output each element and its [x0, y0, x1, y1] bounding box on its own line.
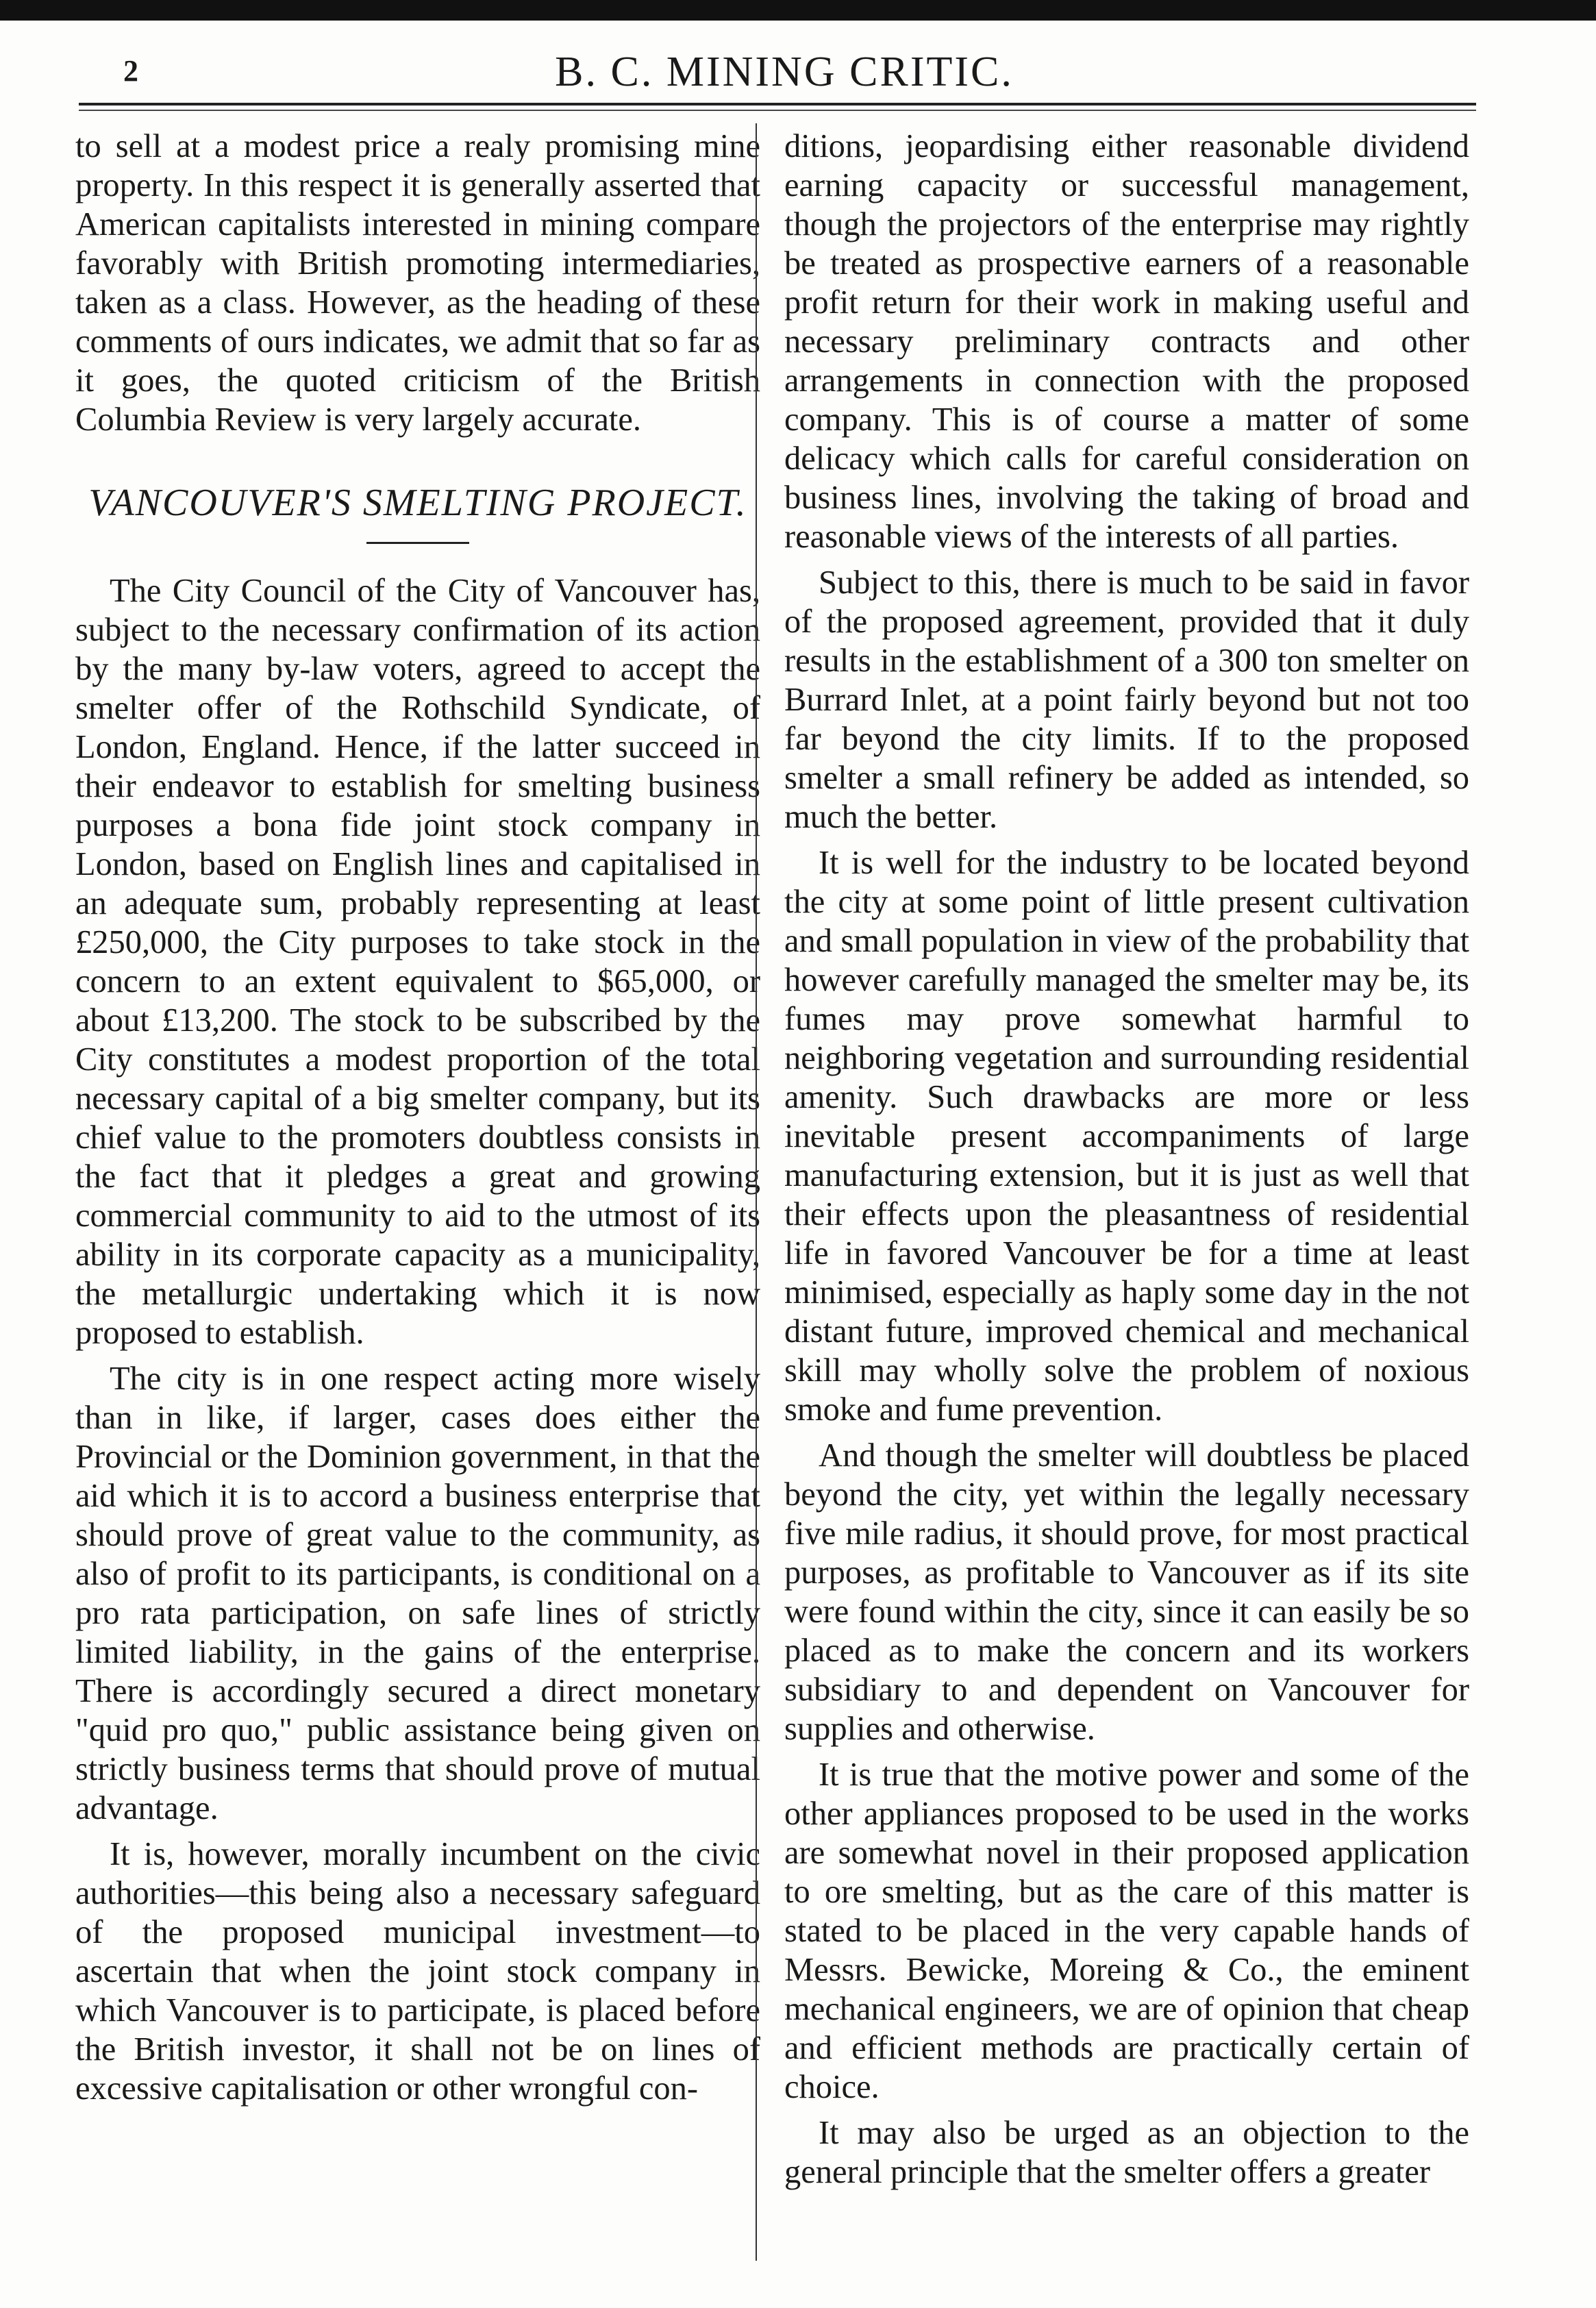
paragraph: It is well for the industry to be located beyond the city at some point of little present cultivation and small population in view of the probability that however carefully managed the smelter may be, its fumes may prove somewhat harmful to neighboring vegetation and surrounding residential amenity. Such drawbacks are more or less inevitable present accompaniments of large manufacturing extension, but it is just as well that their effects upon the pleasantness of residential life in favored Vancouver be for a time at least minimised, especially as haply some day in the not distant future, improved chemical and mechanical skill may wholly solve the problem of noxious smoke and fume prevention.: [784, 845, 1469, 1428]
paragraph: It is true that the motive power and some of the other appliances proposed to be used in the works are somewhat novel in their proposed application to ore smelting, but as the care of this matter is stated to be placed in the very capable hands of Messrs. Bewicke, Moreing & Co., the eminent mechanical engineers, we are of opinion that cheap and efficient methods are practically certain of choice.: [784, 1757, 1469, 2105]
header-rule: [79, 103, 1476, 106]
publication-title: B. C. MINING CRITIC.: [555, 49, 1014, 95]
right-column: [784, 127, 1469, 2198]
page-number: 2: [123, 54, 138, 88]
paragraph: Subject to this, there is much to be said in favor of the proposed agreement, provided that it duly results in the establishment of a 300 ton smelter on Burrard Inlet, at a point fairly beyond but not too far beyond the city limits. If to the proposed smelter a small refinery be added as intended, so much the better.: [784, 564, 1469, 835]
column-divider: [756, 123, 757, 2261]
title-divider: [366, 542, 469, 544]
page-header: [89, 48, 1480, 103]
paragraph: It is, however, morally incumbent on the civic authorities—this being also a necessary safeguard of the proposed municipal investment—to ascertain that when the joint stock company in which Vancouver is to participate, is placed before the British investor, it shall not be on lines of excessive capitalisation or other wrongful con-: [75, 1836, 760, 2107]
left-column: [75, 127, 760, 2115]
paragraph: And though the smelter will doubtless be placed beyond the city, yet within the legally necessary five mile radius, it should prove, for most practical purposes, as profitable to Vancouver as if its site were found within the city, since it can easily be so placed as to make the concern and its workers subsidiary to and dependent on Vancouver for supplies and otherwise.: [784, 1437, 1469, 1747]
paragraph: The city is in one respect acting more wisely than in like, if larger, cases does either the Provincial or the Dominion government, in that the aid which it is to accord a business enterprise that should prove of great value to the community, as also of profit to its participants, is conditional on a pro rata participation, on safe lines of strictly limited liability, in the gains of the enterprise. There is accordingly secured a direct monetary "quid pro quo," public assistance being given on strictly business terms that should prove of mutual advantage.: [75, 1361, 760, 1826]
header-rule-secondary: [79, 110, 1476, 111]
paragraph: to sell at a modest price a realy promising mine property. In this respect it is generally asserted that American capitalists interested in mining compare favorably with British promoting intermediaries, taken as a class. However, as the heading of these comments of ours indicates, we admit that so far as it goes, the quoted criticism of the British Columbia Review is very largely accurate.: [75, 128, 760, 438]
paragraph: The City Council of the City of Vancouver has, subject to the necessary confirmation of its action by the many by-law voters, agreed to accept the smelter offer of the Rothschild Syndicate, of London, England. Hence, if the latter succeed in their endeavor to establish for smelting business purposes a bona fide joint stock company in London, based on English lines and capitalised in an adequate sum, probably representing at least £250,000, the City purposes to take stock in the concern to an extent equivalent to $65,000, or about £13,200. The stock to be subscribed by the City constitutes a modest proportion of the total necessary capital of a big smelter company, but its chief value to the promoters doubtless consists in the fact that it pledges a great and growing commercial community to aid to the utmost of its ability in its corporate capacity as a municipality, the metallurgic undertaking which it is now proposed to establish.: [75, 573, 760, 1351]
paragraph: It may also be urged as an objection to the general principle that the smelter offers a greater: [784, 2115, 1469, 2190]
paragraph: ditions, jeopardising either reasonable dividend earning capacity or successful management, though the projectors of the enterprise may rightly be treated as prospective earners of a reasonable profit return for their work in making useful and necessary preliminary contracts and other arrangements in connection with the proposed company. This is of course a matter of some delicacy which calls for careful consideration on business lines, involving the taking of broad and reasonable views of the interests of all parties.: [784, 128, 1469, 555]
top-border-bar: [0, 0, 1596, 21]
article-title: VANCOUVER'S SMELTING PROJECT.: [88, 482, 747, 524]
